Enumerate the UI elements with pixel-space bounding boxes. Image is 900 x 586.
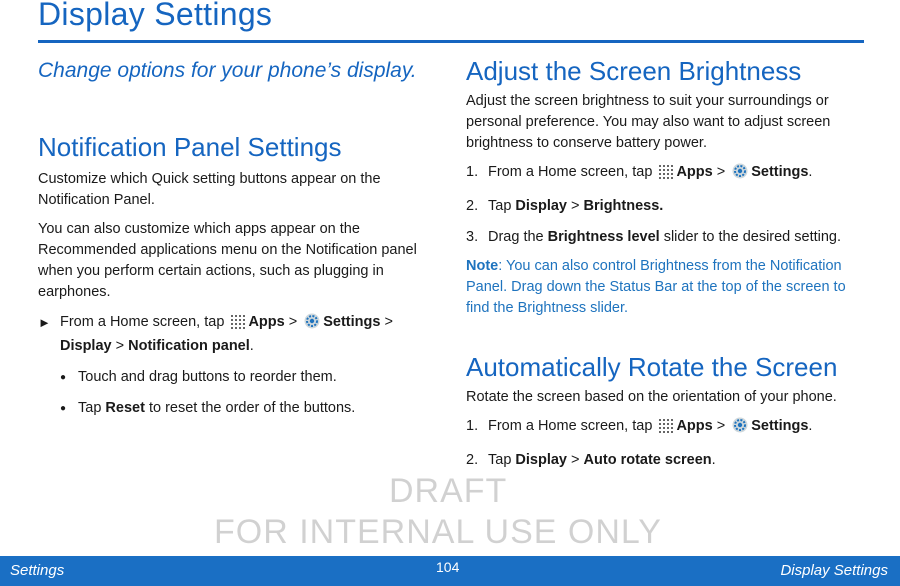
- settings-gear-icon: [304, 313, 320, 336]
- list-item: ● Touch and drag buttons to reorder them.: [60, 367, 430, 388]
- footer-chapter: Display Settings: [780, 562, 888, 579]
- title-rule: [38, 40, 864, 43]
- page-title: Display Settings: [38, 0, 273, 32]
- notification-paragraph-2: You can also customize which apps appear on the Recommended applications menu on the Notification panel when you perform certain actions, such as plugging in earphones.: [38, 221, 417, 300]
- left-column: [38, 56, 430, 419]
- notification-step-text: From a Home screen, tap Apps > Settings > Display > Notification panel.: [60, 314, 393, 354]
- arrow-right-icon: ►: [38, 315, 51, 330]
- brightness-heading: Adjust the Screen Brightness: [466, 56, 802, 86]
- rotate-step-1: 1. From a Home screen, tap Apps > Settings.: [466, 416, 866, 440]
- footer-section: Settings: [10, 562, 65, 579]
- notification-paragraph-1: Customize which Quick setting buttons appear on the Notification Panel.: [38, 171, 381, 208]
- intro-text: Change options for your phone’s display.: [38, 59, 417, 82]
- rotate-paragraph: Rotate the screen based on the orientation of your phone.: [466, 389, 837, 405]
- bullet-dot-icon: ●: [60, 403, 67, 414]
- brightness-step-3: 3. Drag the Brightness level slider to the desired setting.: [466, 229, 842, 245]
- apps-grid-icon: [231, 315, 245, 336]
- list-item: ● Tap Reset to reset the order of the buttons.: [60, 398, 430, 419]
- rotate-step-2: 2. Tap Display > Auto rotate screen.: [466, 452, 716, 468]
- bullet-dot-icon: ●: [60, 372, 67, 383]
- settings-gear-icon: [732, 163, 748, 186]
- watermark-internal: FOR INTERNAL USE ONLY: [214, 513, 662, 551]
- brightness-step-1: 1. From a Home screen, tap Apps > Settings.: [466, 162, 866, 186]
- notification-step: [38, 312, 430, 357]
- apps-grid-icon: [659, 165, 673, 186]
- rotate-heading: Automatically Rotate the Screen: [466, 352, 838, 382]
- watermark-draft: DRAFT: [389, 472, 508, 510]
- right-column: [466, 56, 866, 471]
- brightness-note: Note: You can also control Brightness from the Notification Panel. Drag down the Status Bar at the top of the screen to find the Brightness slider.: [466, 258, 846, 316]
- apps-grid-icon: [659, 419, 673, 440]
- settings-gear-icon: [732, 417, 748, 440]
- notification-heading: Notification Panel Settings: [38, 132, 342, 162]
- page-footer: [0, 556, 900, 586]
- brightness-step-2: 2. Tap Display > Brightness.: [466, 198, 664, 214]
- page-number: 104: [436, 559, 460, 575]
- brightness-paragraph: Adjust the screen brightness to suit your surroundings or personal preference. You may also want to adjust screen brightness to conserve battery power.: [466, 93, 831, 151]
